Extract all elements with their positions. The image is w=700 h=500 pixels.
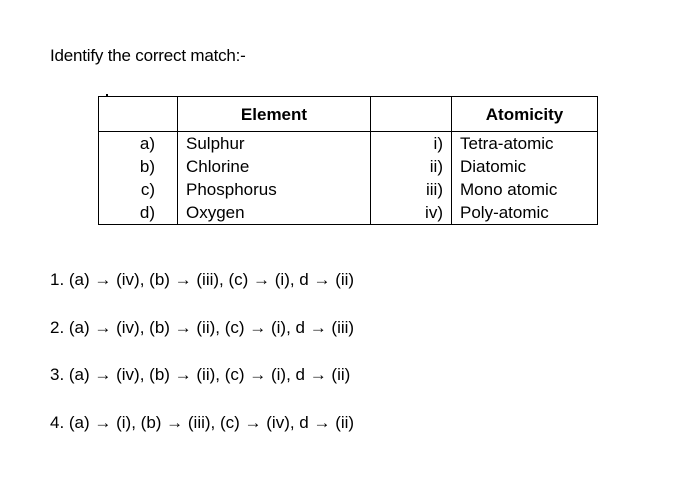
- row-atomicity: Mono atomic: [452, 178, 598, 201]
- row-numeral: iv): [371, 201, 452, 225]
- header-letter: [99, 97, 178, 132]
- answer-options: [50, 268, 354, 458]
- row-numeral: i): [371, 132, 452, 156]
- match-table: [98, 96, 598, 225]
- header-numeral: [371, 97, 452, 132]
- row-atomicity: Diatomic: [452, 155, 598, 178]
- option-3[interactable]: 3. (a) → (iv), (b) → (ii), (c) → (i), d → (ii): [50, 365, 351, 384]
- header-atomicity: Atomicity: [452, 97, 598, 132]
- header-element: Element: [178, 97, 371, 132]
- row-letter: d): [99, 201, 178, 225]
- option-2[interactable]: 2. (a) → (iv), (b) → (ii), (c) → (i), d → (iii): [50, 317, 355, 337]
- row-element: Phosphorus: [178, 178, 371, 201]
- row-numeral: ii): [371, 155, 452, 178]
- row-element: Chlorine: [178, 155, 371, 178]
- question-text: Identify the correct match:-: [50, 46, 246, 65]
- table-row: [99, 178, 598, 201]
- option-1[interactable]: 1. (a) → (iv), (b) → (iii), (c) → (i), d → (ii): [50, 270, 355, 289]
- row-atomicity: Poly-atomic: [452, 201, 598, 225]
- table-row: [99, 201, 598, 225]
- table-row: [99, 132, 598, 156]
- table-row: [99, 155, 598, 178]
- row-numeral: iii): [371, 178, 452, 201]
- row-letter: c): [99, 178, 178, 201]
- row-atomicity: Tetra-atomic: [452, 132, 598, 156]
- option-4[interactable]: 4. (a) → (i), (b) → (iii), (c) → (iv), d → (ii): [50, 412, 355, 432]
- row-element: Sulphur: [178, 132, 371, 156]
- row-letter: a): [99, 132, 178, 156]
- row-element: Oxygen: [178, 201, 371, 225]
- table-header-row: [99, 97, 598, 132]
- row-letter: b): [99, 155, 178, 178]
